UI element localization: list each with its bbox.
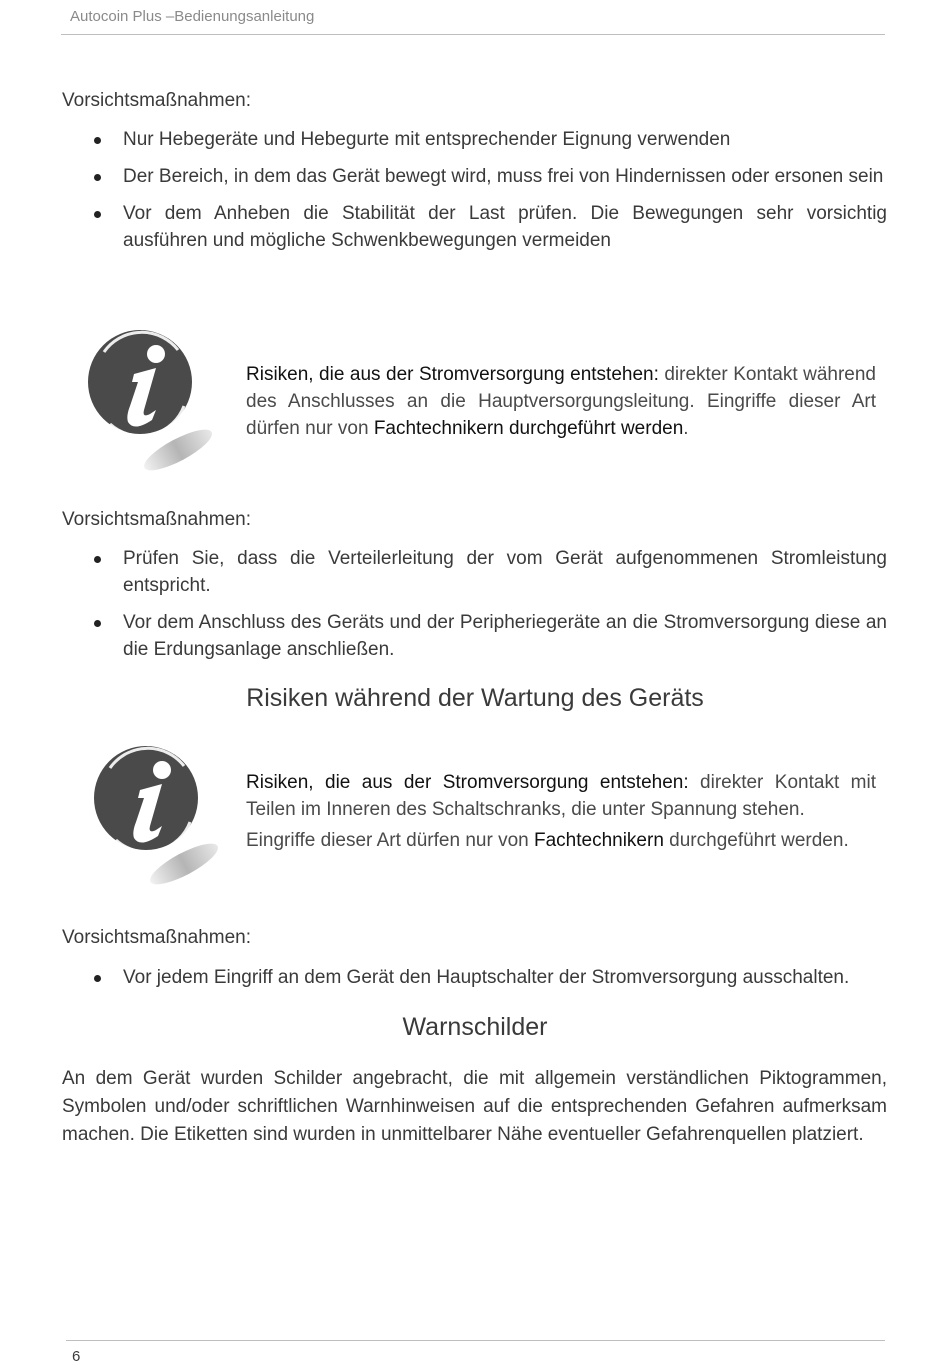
list-item: Vor jedem Eingriff an dem Gerät den Hauptschalter der Stromversorgung ausschalten. bbox=[62, 964, 887, 991]
list-item: Vor dem Anschluss des Geräts und der Peripheriegeräte an die Stromversorgung diese an die Erdungsanlage anschließen. bbox=[62, 609, 887, 663]
footer-divider bbox=[66, 1340, 885, 1341]
section-title-warning-signs: Warnschilder bbox=[402, 1013, 548, 1041]
info-note-power-supply: Risiken, die aus der Stromversorgung entstehen: direkter Kontakt während des Anschlusses an die Hauptversorgungsleitung. Eingriffe dieser Art dürfen nur von Fachtechnikern durchgeführt werden. bbox=[246, 364, 876, 439]
precautions-heading-1: Vorsichtsmaßnahmen: bbox=[62, 90, 252, 111]
info-icon bbox=[92, 740, 222, 890]
document-header: Autocoin Plus –Bedienungsanleitung bbox=[70, 8, 315, 25]
warning-signs-paragraph: An dem Gerät wurden Schilder angebracht, die mit allgemein verständlichen Piktogrammen, Symbolen und/oder schriftlichen Warnhinweisen auf die entsprechenden Gefahren aufmerksam machen. Die Etiketten sind wurden in unmittelbarer Nähe eventueller Gefahrenquellen platziert. bbox=[62, 1068, 887, 1145]
section-title-maintenance: Risiken während der Wartung des Geräts bbox=[246, 684, 704, 712]
bullet-icon bbox=[94, 556, 101, 563]
precautions-heading-2: Vorsichtsmaßnahmen: bbox=[62, 509, 252, 530]
bullet-icon bbox=[94, 620, 101, 627]
bullet-icon bbox=[94, 975, 101, 982]
precautions-list-3 bbox=[62, 964, 887, 1001]
precautions-list-2 bbox=[62, 545, 887, 673]
list-item: Der Bereich, in dem das Gerät bewegt wird, muss frei von Hindernissen oder ersonen sein bbox=[62, 163, 887, 190]
bullet-icon bbox=[94, 137, 101, 144]
info-icon bbox=[86, 322, 216, 472]
bullet-icon bbox=[94, 211, 101, 218]
list-item: Nur Hebegeräte und Hebegurte mit entsprechender Eignung verwenden bbox=[62, 126, 887, 153]
header-divider bbox=[61, 34, 885, 35]
info-note-maintenance: Risiken, die aus der Stromversorgung entstehen: direkter Kontakt mit Teilen im Inneren des Schaltschranks, die unter Spannung stehen. Eingriffe dieser Art dürfen nur von Fachtechnikern durchgeführt werden. bbox=[246, 772, 876, 851]
page-number: 6 bbox=[72, 1348, 81, 1365]
bullet-icon bbox=[94, 174, 101, 181]
list-item: Prüfen Sie, dass die Verteilerleitung der vom Gerät aufgenommenen Stromleistung entspricht. bbox=[62, 545, 887, 599]
precautions-heading-3: Vorsichtsmaßnahmen: bbox=[62, 927, 252, 948]
list-item: Vor dem Anheben die Stabilität der Last prüfen. Die Bewegungen sehr vorsichtig ausführen und mögliche Schwenkbewegungen vermeiden bbox=[62, 200, 887, 254]
precautions-list-1 bbox=[62, 126, 887, 264]
